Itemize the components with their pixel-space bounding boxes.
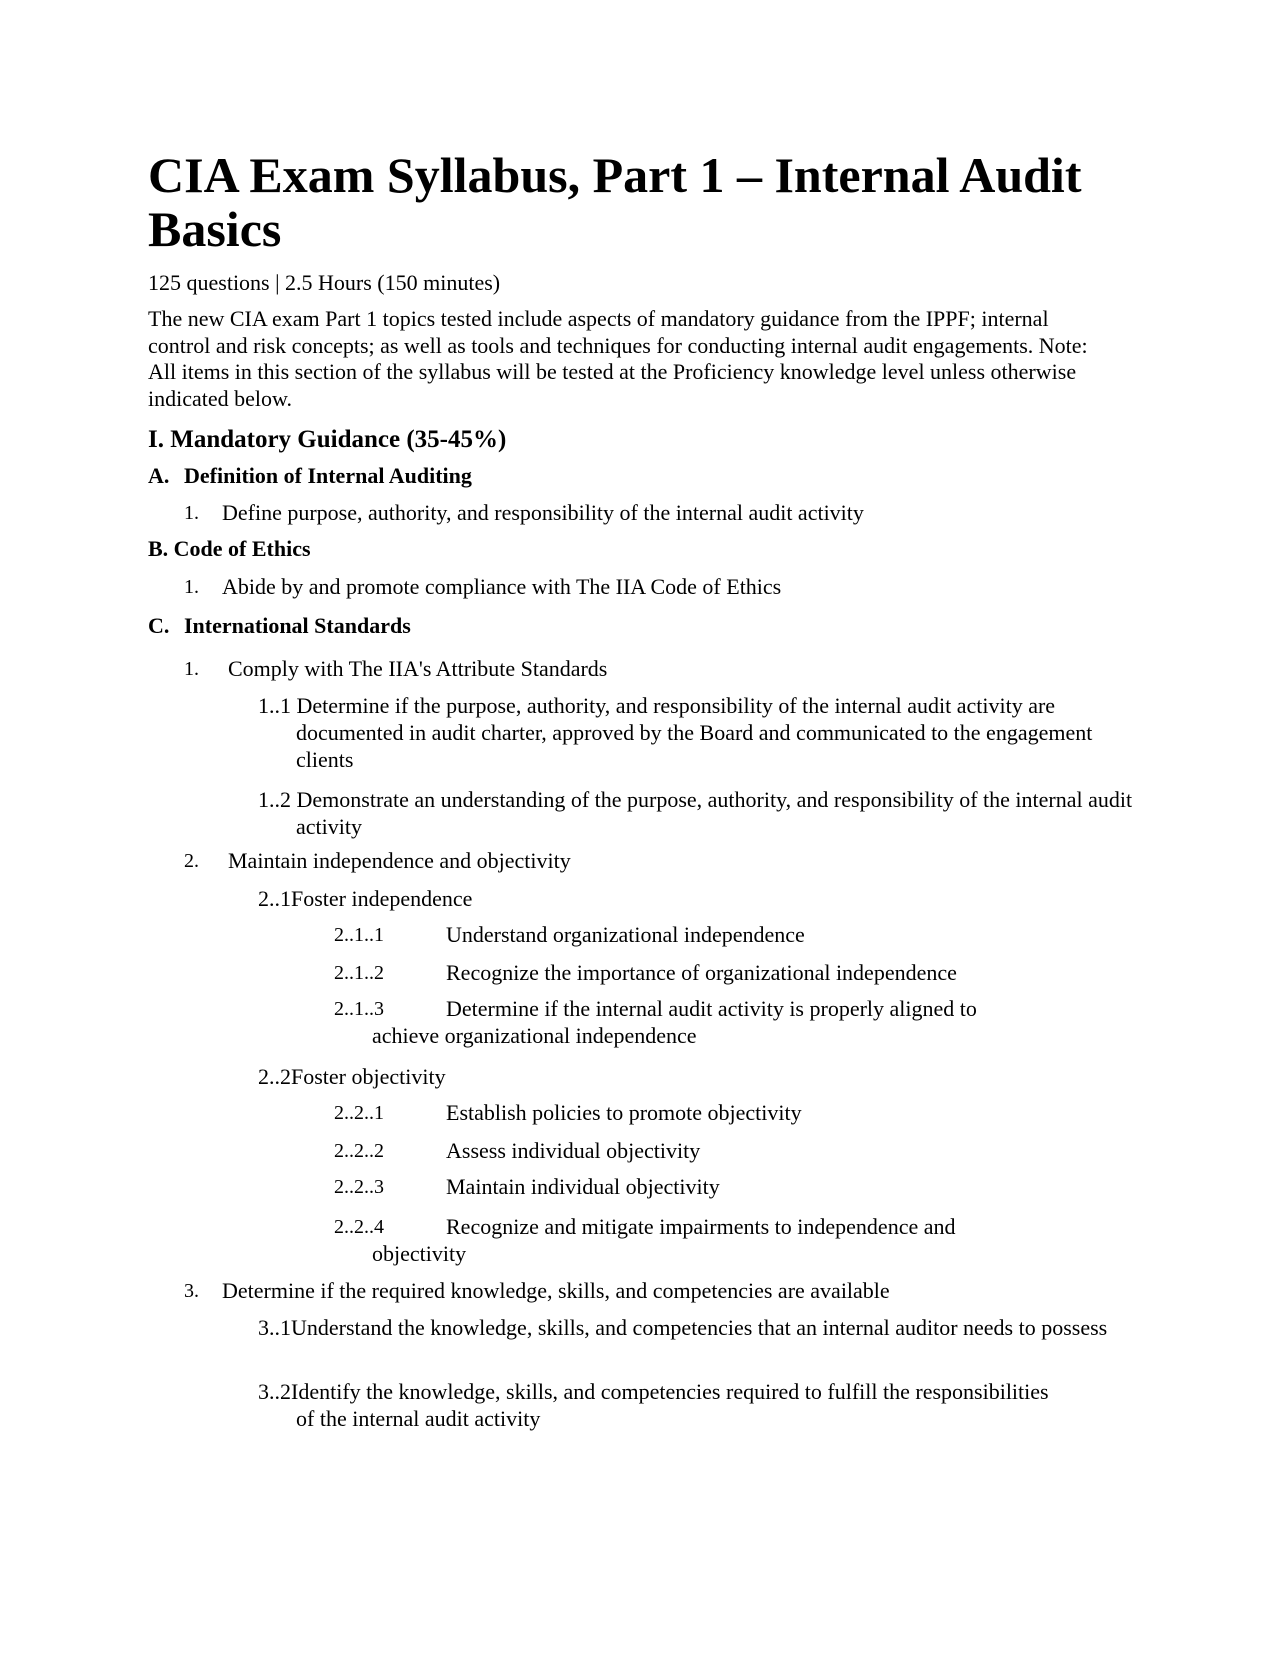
list-item: Abide by and promote compliance with The IIA Code of Ethics: [222, 574, 782, 599]
list-item: 1..1 Determine if the purpose, authority, and responsibility of the internal audit activity are documented in audit charter, approved by the Board and communicated to the engagement clients: [258, 693, 1093, 772]
list-number: 2..2..4: [334, 1216, 384, 1238]
subsection-a-marker: A.: [148, 463, 170, 488]
subsection-c-heading: International Standards: [184, 613, 411, 638]
list-item: Recognize and mitigate impairments to independence and: [446, 1214, 956, 1239]
list-item-continuation: objectivity: [372, 1241, 467, 1266]
subsection-b-heading: B. Code of Ethics: [148, 536, 311, 561]
intro-paragraph: The new CIA exam Part 1 topics tested include aspects of mandatory guidance from the IPPF; internal control and risk concepts; as well as tools and techniques for conducting internal audit engagements. Note: All items in this section of the syllabus will be tested at the Proficiency knowledge level unless otherwise indicated below.: [148, 306, 1088, 411]
list-item: Maintain independence and objectivity: [228, 848, 571, 873]
list-number: 3.: [184, 1280, 199, 1302]
list-number: 2..1..3: [334, 998, 384, 1020]
list-item: 2..1Foster independence: [258, 886, 473, 911]
list-item: 2..2Foster objectivity: [258, 1064, 446, 1089]
list-item: Comply with The IIA's Attribute Standards: [228, 656, 608, 681]
list-number: 1.: [184, 658, 199, 680]
section-heading: I. Mandatory Guidance (35-45%): [148, 426, 507, 453]
list-item: Recognize the importance of organizational independence: [446, 960, 957, 985]
list-item: Establish policies to promote objectivity: [446, 1100, 802, 1125]
list-item-continuation: achieve organizational independence: [372, 1023, 697, 1048]
list-item: Assess individual objectivity: [446, 1138, 701, 1163]
list-number: 1.: [184, 576, 199, 598]
list-item: Understand organizational independence: [446, 922, 805, 947]
list-number: 2..2..1: [334, 1102, 384, 1124]
list-number: 2..2..2: [334, 1140, 384, 1162]
list-number: 2..1..2: [334, 962, 384, 984]
list-number: 2..1..1: [334, 924, 384, 946]
list-number: 2..2..3: [334, 1176, 384, 1198]
list-item: 1..2 Demonstrate an understanding of the purpose, authority, and responsibility of the internal audit activity: [258, 787, 1133, 839]
exam-meta: 125 questions | 2.5 Hours (150 minutes): [148, 270, 501, 295]
list-item: Define purpose, authority, and responsibility of the internal audit activity: [222, 500, 864, 525]
list-item: 3..2Identify the knowledge, skills, and competencies required to fulfill the responsibilities of the internal audit activity: [258, 1379, 1049, 1431]
list-number: 1.: [184, 502, 199, 524]
document-title: CIA Exam Syllabus, Part 1 – Internal Audit Basics: [148, 147, 1082, 257]
list-item: Determine if the internal audit activity is properly aligned to: [446, 996, 977, 1021]
subsection-c-marker: C.: [148, 613, 170, 638]
list-item: Determine if the required knowledge, skills, and competencies are available: [222, 1278, 890, 1303]
list-number: 2.: [184, 850, 199, 872]
subsection-a-heading: Definition of Internal Auditing: [184, 463, 472, 488]
list-item: Maintain individual objectivity: [446, 1174, 720, 1199]
list-item: 3..1Understand the knowledge, skills, and competencies that an internal auditor needs to possess: [258, 1315, 1108, 1340]
